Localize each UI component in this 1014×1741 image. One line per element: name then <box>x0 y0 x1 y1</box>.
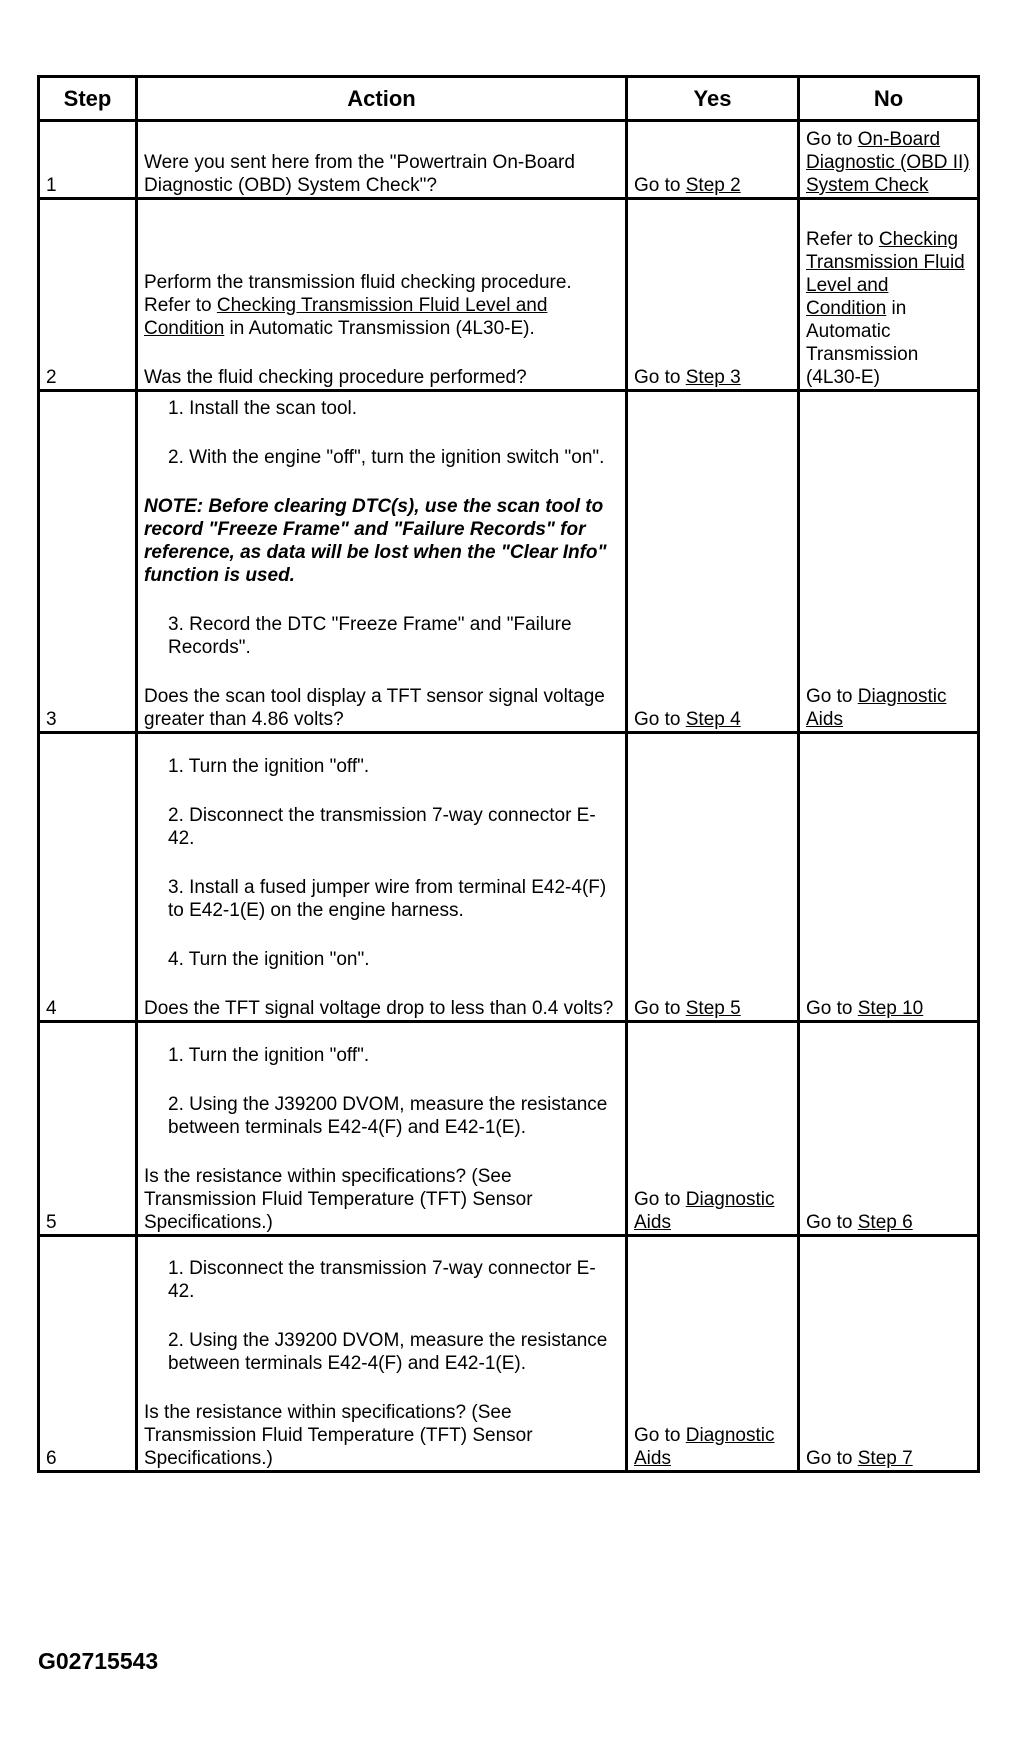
action-cell <box>137 1236 627 1472</box>
step-number: 6 <box>39 1236 137 1472</box>
reference-link[interactable]: Checking Transmission Fluid Level and Condition <box>144 295 548 339</box>
no-cell <box>799 199 979 391</box>
header-no: No <box>799 77 979 121</box>
yes-prefix: Go to <box>634 175 686 196</box>
no-cell <box>799 1022 979 1236</box>
action-cell <box>137 199 627 391</box>
step-number: 4 <box>39 733 137 1022</box>
header-action: Action <box>137 77 627 121</box>
action-step-item: 1. Turn the ignition "off". <box>168 756 370 777</box>
action-step-item: 1. Disconnect the transmission 7-way connector E-42. <box>168 1258 596 1302</box>
action-note: NOTE: Before clearing DTC(s), use the scan tool to record "Freeze Frame" and "Failure Records" for reference, as data will be lost when the "Clear Info" function is used. <box>144 496 607 586</box>
yes-link[interactable]: Step 5 <box>685 998 741 1019</box>
no-prefix: Go to <box>806 998 858 1019</box>
yes-cell <box>627 1022 799 1236</box>
table-row <box>39 1236 979 1472</box>
yes-link[interactable]: Step 3 <box>685 367 741 388</box>
figure-id: G02715543 <box>38 1648 159 1674</box>
action-text-lead: Were you sent here from the "Powertrain On-Board Diagnostic (OBD) System Check"? <box>144 152 575 196</box>
yes-link[interactable]: Diagnostic Aids <box>634 1189 775 1233</box>
action-step-item: 2. Disconnect the transmission 7-way connector E-42. <box>168 805 596 849</box>
table-row <box>39 199 979 391</box>
no-cell <box>799 391 979 733</box>
yes-link[interactable]: Step 2 <box>685 175 741 196</box>
no-prefix: Go to <box>806 1212 858 1233</box>
action-question: Is the resistance within specifications? (See Transmission Fluid Temperature (TFT) Sensor Specifications.) <box>144 1166 533 1233</box>
action-step-item: 2. Using the J39200 DVOM, measure the resistance between terminals E42-4(F) and E42-1(E). <box>168 1330 608 1374</box>
no-cell <box>799 733 979 1022</box>
yes-cell <box>627 199 799 391</box>
yes-prefix: Go to <box>634 1425 686 1446</box>
table-row <box>39 121 979 199</box>
no-suffix: in Automatic Transmission (4L30-E) <box>806 298 919 388</box>
no-prefix: Refer to <box>806 229 879 250</box>
diagnostic-table <box>37 75 980 1473</box>
no-link[interactable]: Checking Transmission Fluid Level and Condition <box>806 229 965 319</box>
action-text <box>144 151 619 197</box>
action-cell <box>137 121 627 199</box>
action-cell <box>137 391 627 733</box>
action-step-item: 3. Record the DTC "Freeze Frame" and "Failure Records". <box>168 614 572 658</box>
action-step-item: 3. Install a fused jumper wire from terminal E42-4(F) to E42-1(E) on the engine harness. <box>168 877 607 921</box>
action-step-item: 2. Using the J39200 DVOM, measure the resistance between terminals E42-4(F) and E42-1(E). <box>168 1094 608 1138</box>
no-link[interactable]: On-Board Diagnostic (OBD II) System Check <box>806 129 970 196</box>
step-number: 2 <box>39 199 137 391</box>
action-text-lead: Perform the transmission fluid checking procedure. Refer to <box>144 272 572 316</box>
action-cell <box>137 1022 627 1236</box>
no-cell <box>799 121 979 199</box>
header-yes: Yes <box>627 77 799 121</box>
step-number: 3 <box>39 391 137 733</box>
table-row <box>39 733 979 1022</box>
yes-prefix: Go to <box>634 998 686 1019</box>
yes-link[interactable]: Step 4 <box>685 709 741 730</box>
yes-prefix: Go to <box>634 709 686 730</box>
no-link[interactable]: Step 7 <box>857 1448 913 1469</box>
action-cell <box>137 733 627 1022</box>
table-header-row <box>39 77 979 121</box>
no-link[interactable]: Step 6 <box>857 1212 913 1233</box>
action-step-item: 2. With the engine "off", turn the ignition switch "on". <box>168 447 605 468</box>
action-step-item: 4. Turn the ignition "on". <box>168 949 370 970</box>
no-cell <box>799 1236 979 1472</box>
step-number: 1 <box>39 121 137 199</box>
action-question: Does the scan tool display a TFT sensor signal voltage greater than 4.86 volts? <box>144 686 605 730</box>
step-number: 5 <box>39 1022 137 1236</box>
no-link[interactable]: Step 10 <box>857 998 924 1019</box>
yes-cell <box>627 1236 799 1472</box>
yes-cell <box>627 733 799 1022</box>
no-prefix: Go to <box>806 686 858 707</box>
header-step: Step <box>39 77 137 121</box>
action-text <box>144 271 619 340</box>
no-prefix: Go to <box>806 129 858 150</box>
yes-cell <box>627 391 799 733</box>
action-text-tail: in Automatic Transmission (4L30-E). <box>224 318 535 339</box>
no-link[interactable]: Diagnostic Aids <box>806 686 947 730</box>
yes-prefix: Go to <box>634 1189 686 1210</box>
table-row <box>39 391 979 733</box>
action-step-item: 1. Install the scan tool. <box>168 398 358 419</box>
yes-prefix: Go to <box>634 367 686 388</box>
yes-link[interactable]: Diagnostic Aids <box>634 1425 775 1469</box>
action-step-item: 1. Turn the ignition "off". <box>168 1045 370 1066</box>
table-body <box>39 121 979 1472</box>
yes-cell <box>627 121 799 199</box>
no-prefix: Go to <box>806 1448 858 1469</box>
action-question: Is the resistance within specifications? (See Transmission Fluid Temperature (TFT) Sensor Specifications.) <box>144 1402 533 1469</box>
table-row <box>39 1022 979 1236</box>
action-question: Does the TFT signal voltage drop to less than 0.4 volts? <box>144 998 614 1019</box>
action-question: Was the fluid checking procedure performed? <box>144 367 527 388</box>
